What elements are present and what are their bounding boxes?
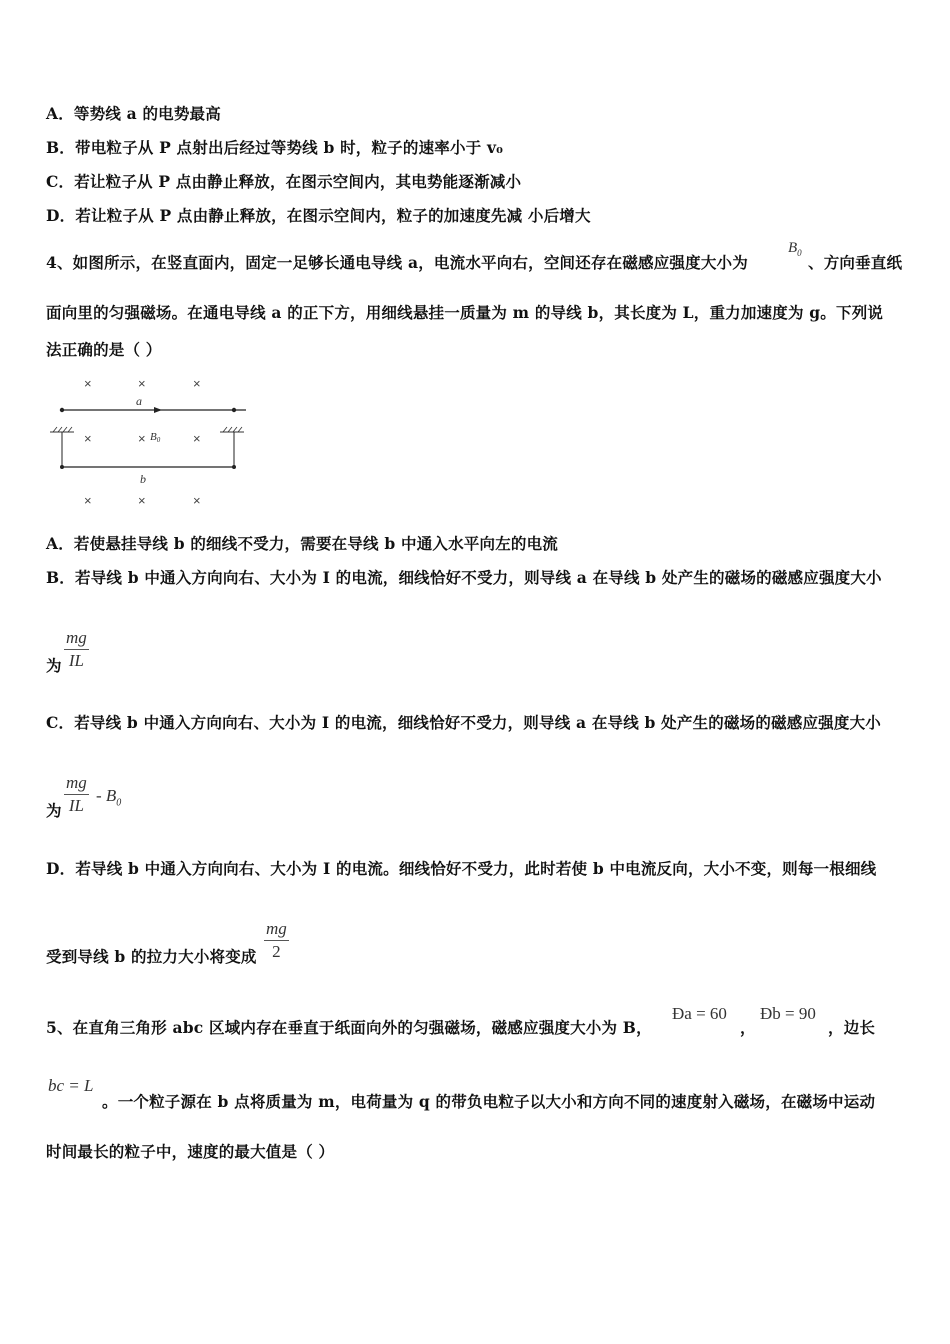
cross-mark: × — [138, 376, 146, 391]
q4-option-b-fraction: mg IL — [66, 628, 87, 670]
cross-mark: × — [138, 493, 146, 508]
q4-b0-symbol: $B_0$ — [788, 240, 802, 258]
q4-option-d-fraction: mg 2 — [266, 919, 287, 961]
wire-a-right-end — [232, 408, 236, 412]
cross-mark: × — [193, 376, 201, 391]
q4-option-c-prefix: 为 — [46, 801, 62, 820]
q4-stem-line3: 法正确的是（ ） — [46, 340, 162, 359]
q4-option-d-line1: D．若导线 b 中通入方向向右、大小为 I 的电流。细线恰好不受力，此时若使 b 中电流反向，大小不变，则每一根细线 — [46, 859, 877, 878]
q5-stem-line1: 5、在直角三角形 abc 区域内存在垂直于纸面向外的匀强磁场，磁感应强度大小为 B， — [46, 1018, 652, 1037]
q5-bc-length: bc = L — [48, 1076, 94, 1095]
q4-option-c-line1: C．若导线 b 中通入方向向右、大小为 I 的电流，细线恰好不受力，则导线 a 在导线 b 处产生的磁场的磁感应强度大小 — [46, 713, 881, 732]
q3-option-c: C．若让粒子从 P 点由静止释放，在图示空间内，其电势能逐渐减小 — [46, 172, 522, 191]
q5-angle-a: Ða = 60 — [672, 1004, 727, 1023]
q4-option-c-minus-b0: - $B_0$ — [96, 786, 122, 809]
q4-stem-line1: 4、如图所示，在竖直面内，固定一足够长通电导线 a，电流水平向右，空间还存在磁感应强度大小为 — [46, 253, 748, 272]
wire-a-left-end — [60, 408, 64, 412]
q5-comma: ， — [740, 1018, 756, 1037]
q4-option-d-line2: 受到导线 b 的拉力大小将变成 — [46, 947, 257, 966]
cross-mark: × — [193, 493, 201, 508]
cross-mark: × — [138, 431, 146, 446]
q4-figure — [44, 372, 264, 512]
q3-option-d: D．若让粒子从 P 点由静止释放，在图示空间内，粒子的加速度先减 小后增大 — [46, 206, 591, 225]
q5-stem-line1-end: ，边长 — [828, 1018, 876, 1037]
q3-option-a: A．等势线 a 的电势最高 — [46, 104, 221, 123]
wire-b-right-end — [232, 465, 236, 469]
q4-option-a: A．若使悬挂导线 b 的细线不受力，需要在导线 b 中通入水平向左的电流 — [46, 534, 558, 553]
q4-option-c-fraction: mg IL — [66, 773, 87, 815]
q3-option-b: B．带电粒子从 P 点射出后经过等势线 b 时，粒子的速率小于 v₀ — [46, 138, 504, 157]
wire-a-label: a — [136, 394, 142, 408]
cross-mark: × — [193, 431, 201, 446]
cross-mark: × — [84, 431, 92, 446]
q5-stem-line3: 时间最长的粒子中，速度的最大值是（ ） — [46, 1142, 335, 1161]
cross-mark: × — [84, 493, 92, 508]
q4-option-b-line1: B．若导线 b 中通入方向向右、大小为 I 的电流，细线恰好不受力，则导线 a 在导线 b 处产生的磁场的磁感应强度大小 — [46, 568, 882, 587]
wire-b-left-end — [60, 465, 64, 469]
q4-option-b-prefix: 为 — [46, 656, 62, 675]
q5-stem-line2: 。一个粒子源在 b 点将质量为 m，电荷量为 q 的带负电粒子以大小和方向不同的速度射入磁场，在磁场中运动 — [102, 1092, 876, 1111]
wire-b-label: b — [140, 472, 146, 486]
q4-stem-line2: 面向里的匀强磁场。在通电导线 a 的正下方，用细线悬挂一质量为 m 的导线 b，其长度为 L，重力加速度为 g。下列说 — [46, 303, 884, 322]
field-label: B0 — [150, 431, 161, 444]
q5-angle-b: Ðb = 90 — [760, 1004, 816, 1023]
q4-stem-line1-end: 、方向垂直纸 — [808, 253, 903, 272]
current-arrow — [154, 407, 162, 413]
cross-mark: × — [84, 376, 92, 391]
